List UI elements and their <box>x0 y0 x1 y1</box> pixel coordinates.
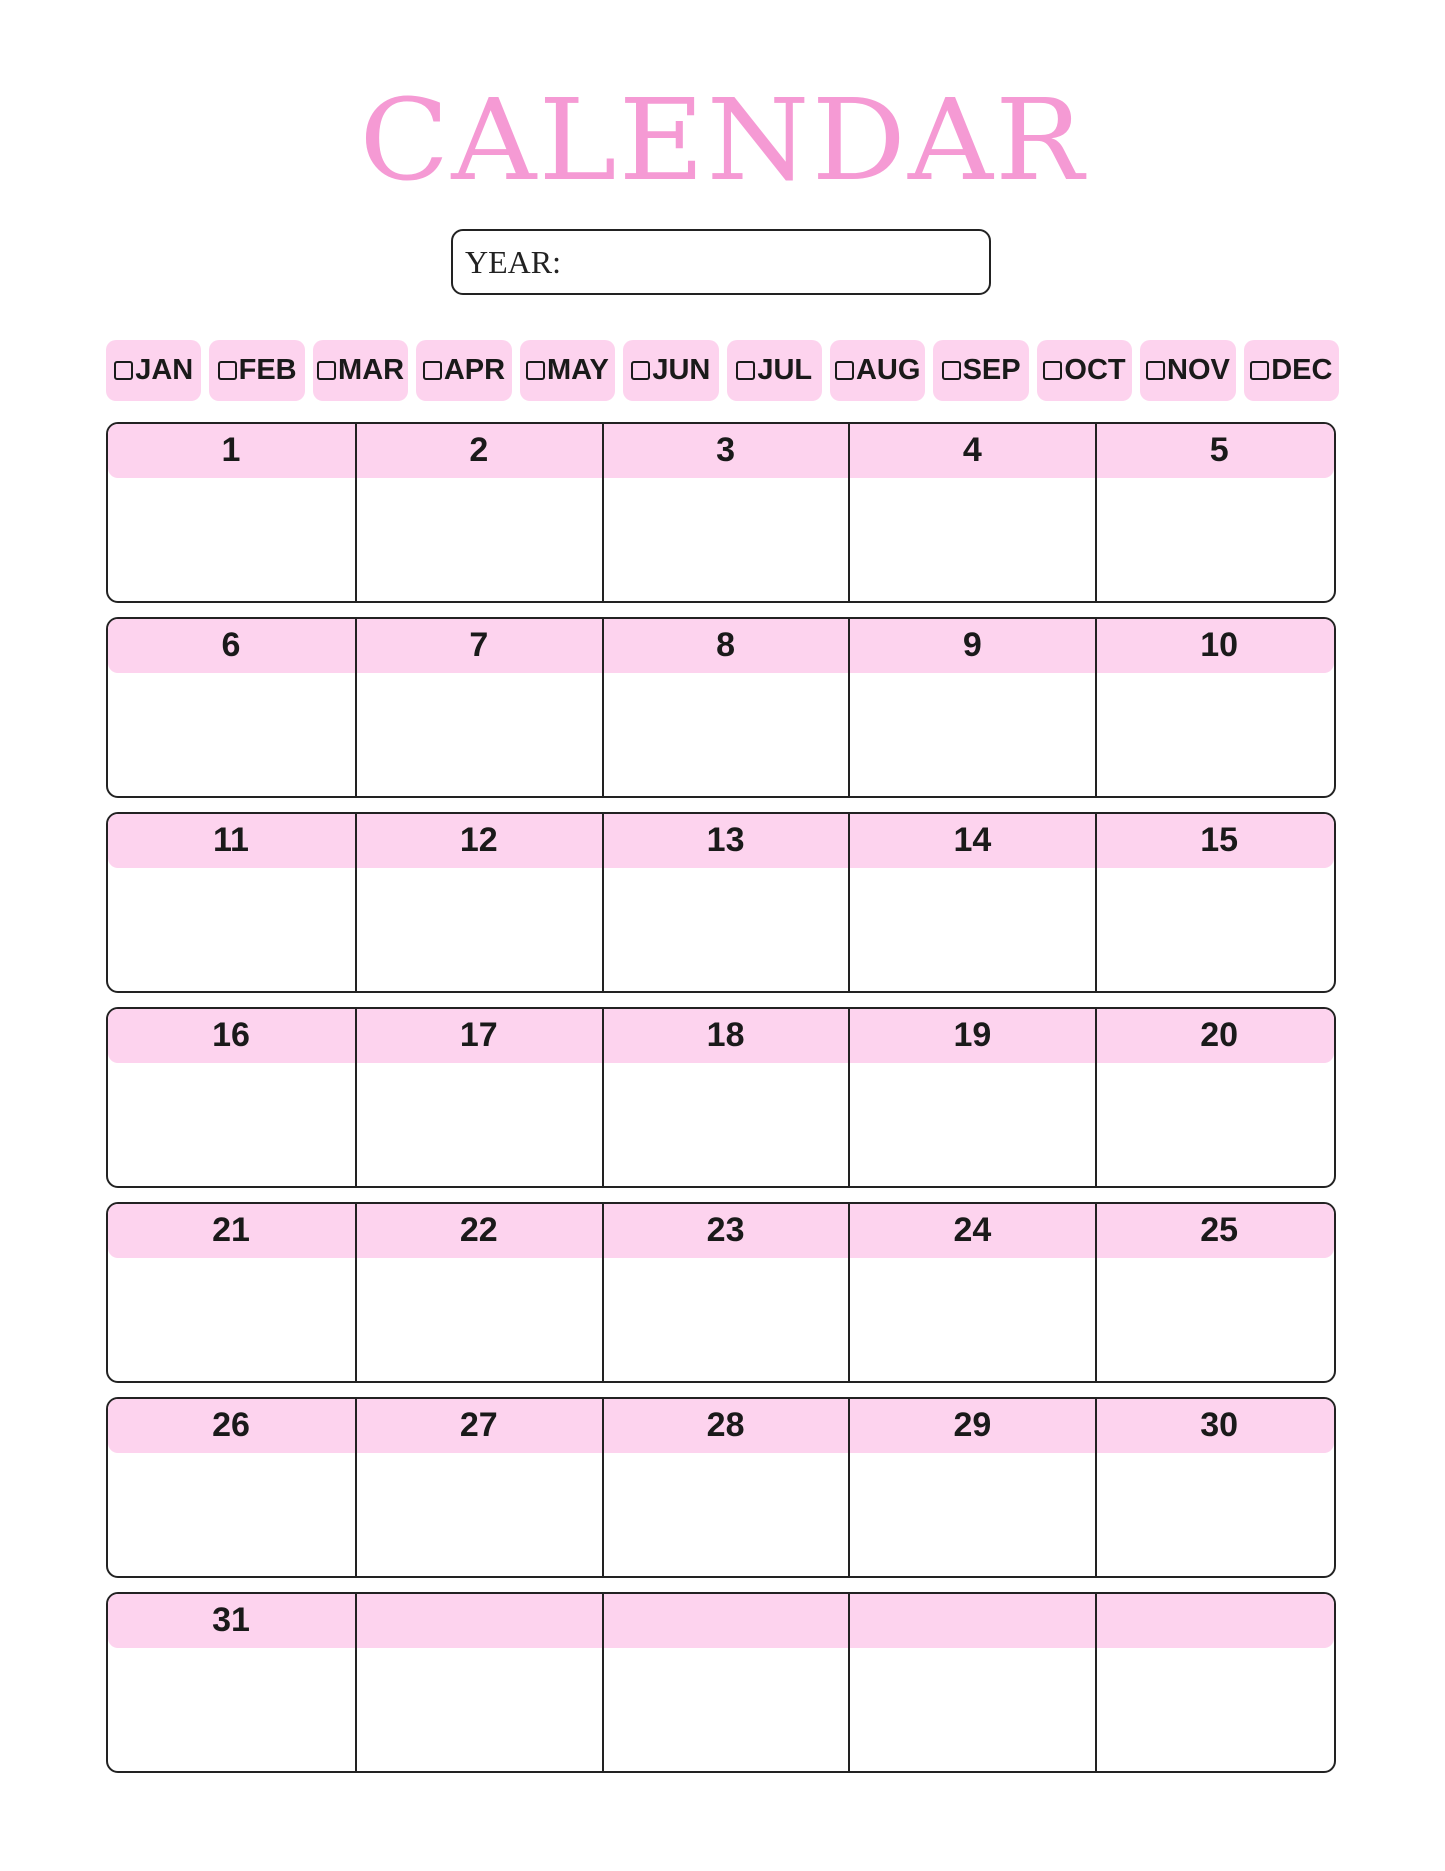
week-row <box>106 1592 1336 1773</box>
day-number: 18 <box>706 1016 745 1054</box>
month-label: FEB <box>238 354 297 386</box>
checkbox-icon[interactable] <box>736 361 755 380</box>
month-option-apr[interactable] <box>416 340 511 401</box>
week-row <box>106 1202 1336 1383</box>
day-cell[interactable] <box>355 424 601 601</box>
checkbox-icon[interactable] <box>526 361 545 380</box>
day-cell[interactable] <box>108 814 354 991</box>
day-cell[interactable] <box>1095 814 1336 991</box>
day-number: 10 <box>1200 626 1239 664</box>
day-number: 8 <box>716 626 736 664</box>
checkbox-icon[interactable] <box>218 361 237 380</box>
day-cell[interactable] <box>108 424 354 601</box>
month-label: AUG <box>855 354 921 386</box>
page-title: CALENDAR <box>359 76 1086 206</box>
day-cell[interactable] <box>355 1594 601 1771</box>
day-cell[interactable] <box>602 424 848 601</box>
day-number: 23 <box>706 1211 745 1249</box>
day-number: 27 <box>459 1406 498 1444</box>
month-label: DEC <box>1271 354 1333 386</box>
month-option-dec[interactable] <box>1244 340 1339 401</box>
day-number: 4 <box>962 431 982 469</box>
month-option-oct[interactable] <box>1037 340 1132 401</box>
day-number: 16 <box>212 1016 250 1054</box>
day-cell[interactable] <box>602 814 848 991</box>
day-cell[interactable] <box>848 1009 1094 1186</box>
checkbox-icon[interactable] <box>317 361 336 380</box>
month-option-jan[interactable] <box>106 340 201 401</box>
day-cell[interactable] <box>355 1204 601 1381</box>
day-number: 7 <box>469 626 489 664</box>
day-cell[interactable] <box>108 1204 354 1381</box>
checkbox-icon[interactable] <box>423 361 442 380</box>
checkbox-icon[interactable] <box>114 361 133 380</box>
day-number: 28 <box>706 1406 745 1444</box>
month-label: OCT <box>1064 354 1126 386</box>
day-cell[interactable] <box>355 814 601 991</box>
day-cell[interactable] <box>602 1009 848 1186</box>
day-cell[interactable] <box>1095 619 1336 796</box>
day-cell[interactable] <box>1095 1594 1336 1771</box>
day-cell[interactable] <box>602 1594 848 1771</box>
month-label: MAY <box>547 354 609 386</box>
checkbox-icon[interactable] <box>942 361 961 380</box>
day-number: 22 <box>459 1211 498 1249</box>
month-option-jul[interactable] <box>727 340 822 401</box>
month-label: NOV <box>1167 354 1230 386</box>
year-field[interactable] <box>451 229 991 295</box>
day-cell[interactable] <box>355 1009 601 1186</box>
day-cell[interactable] <box>1095 1399 1336 1576</box>
day-number: 20 <box>1200 1016 1239 1054</box>
day-number: 12 <box>459 821 498 859</box>
month-label: JUN <box>652 354 711 386</box>
day-cell[interactable] <box>108 1399 354 1576</box>
day-cell[interactable] <box>848 814 1094 991</box>
month-label: JUL <box>757 354 813 386</box>
day-number: 21 <box>212 1211 250 1249</box>
month-selector <box>106 340 1339 401</box>
day-number: 24 <box>953 1211 992 1249</box>
day-cell[interactable] <box>1095 1009 1336 1186</box>
day-cell[interactable] <box>108 1594 354 1771</box>
day-cell[interactable] <box>1095 1204 1336 1381</box>
year-label: YEAR: <box>465 243 561 280</box>
day-number: 1 <box>221 431 241 469</box>
day-number: 5 <box>1209 431 1229 469</box>
day-number: 29 <box>953 1406 992 1444</box>
checkbox-icon[interactable] <box>631 361 650 380</box>
day-cell[interactable] <box>108 1009 354 1186</box>
month-option-may[interactable] <box>520 340 615 401</box>
month-option-feb[interactable] <box>209 340 304 401</box>
day-cell[interactable] <box>602 619 848 796</box>
month-option-jun[interactable] <box>623 340 718 401</box>
month-label: MAR <box>338 354 405 386</box>
day-number: 25 <box>1200 1211 1239 1249</box>
day-cell[interactable] <box>848 424 1094 601</box>
day-cell[interactable] <box>108 619 354 796</box>
month-label: SEP <box>962 354 1021 386</box>
day-cell[interactable] <box>1095 424 1336 601</box>
day-number: 17 <box>459 1016 498 1054</box>
checkbox-icon[interactable] <box>835 361 854 380</box>
day-number: 6 <box>221 626 241 664</box>
day-cell[interactable] <box>355 619 601 796</box>
day-cell[interactable] <box>848 1204 1094 1381</box>
day-number: 26 <box>212 1406 250 1444</box>
week-row <box>106 1007 1336 1188</box>
day-number: 3 <box>716 431 736 469</box>
week-row <box>106 617 1336 798</box>
day-number: 2 <box>469 431 489 469</box>
day-number: 11 <box>213 821 249 859</box>
checkbox-icon[interactable] <box>1146 361 1165 380</box>
day-number: 15 <box>1200 821 1239 859</box>
day-cell[interactable] <box>848 1399 1094 1576</box>
month-label: APR <box>443 354 506 386</box>
checkbox-icon[interactable] <box>1043 361 1062 380</box>
month-option-mar[interactable] <box>313 340 408 401</box>
month-option-nov[interactable] <box>1140 340 1235 401</box>
week-row <box>106 422 1336 603</box>
checkbox-icon[interactable] <box>1250 361 1269 380</box>
day-cell[interactable] <box>848 1594 1094 1771</box>
week-row <box>106 812 1336 993</box>
day-number: 31 <box>212 1601 250 1639</box>
day-cell[interactable] <box>848 619 1094 796</box>
day-cell[interactable] <box>602 1204 848 1381</box>
day-cell[interactable] <box>355 1399 601 1576</box>
day-number: 30 <box>1200 1406 1239 1444</box>
day-number: 13 <box>706 821 745 859</box>
day-number: 14 <box>953 821 992 859</box>
month-option-sep[interactable] <box>933 340 1028 401</box>
month-label: JAN <box>135 354 194 386</box>
month-option-aug[interactable] <box>830 340 925 401</box>
week-row <box>106 1397 1336 1578</box>
day-number: 9 <box>962 626 982 664</box>
day-cell[interactable] <box>602 1399 848 1576</box>
day-number: 19 <box>953 1016 992 1054</box>
